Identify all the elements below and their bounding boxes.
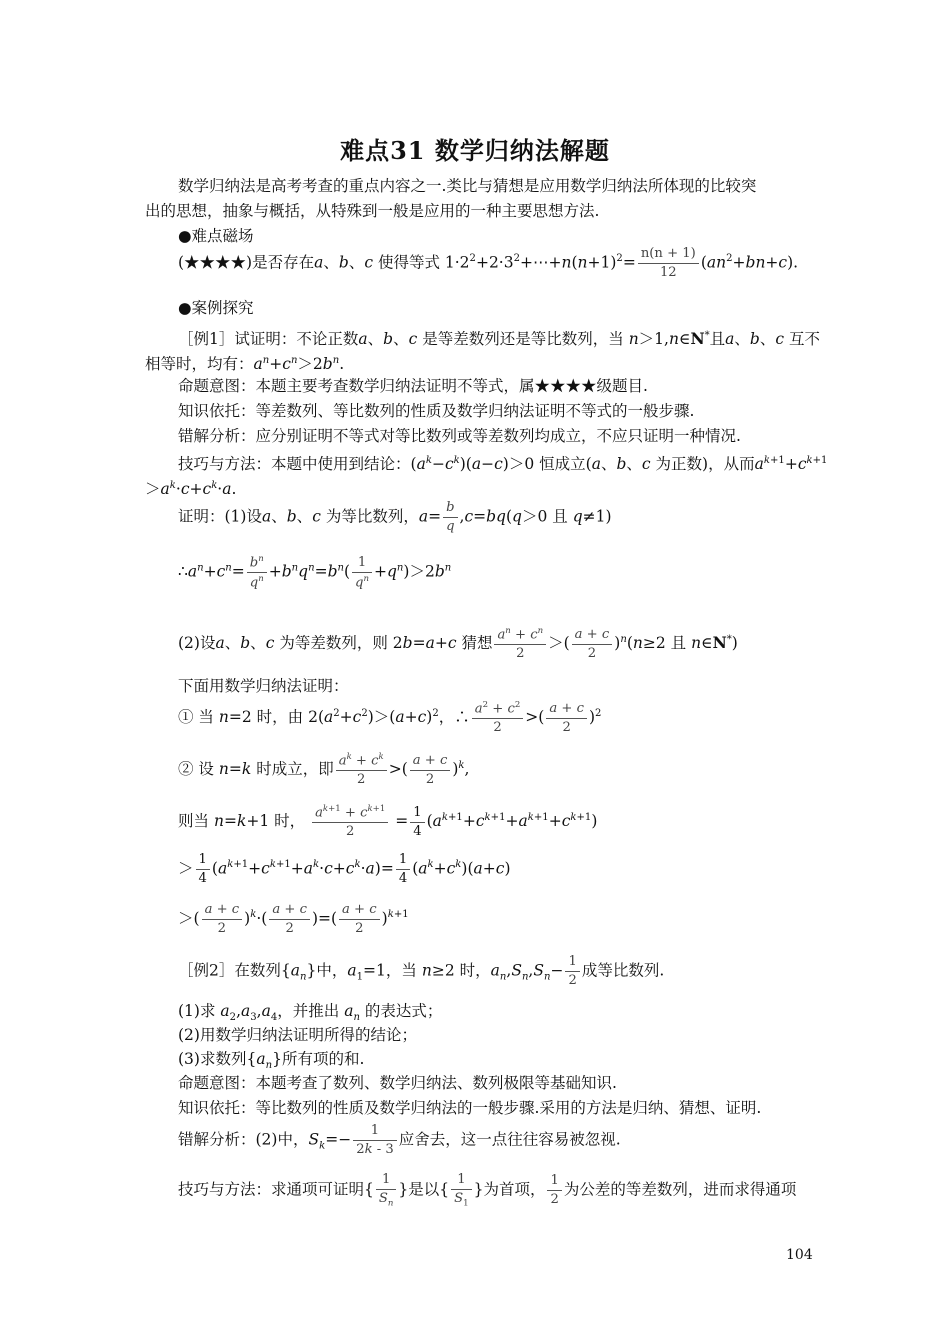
example2-question-2: (2)用数学归纳法证明所得的结论； bbox=[178, 1026, 417, 1044]
example1-knowledge: 知识依托：等差数列、等比数列的性质及数学归纳法证明不等式的一般步骤. bbox=[178, 402, 695, 420]
example2-question-1: (1)求 $a_2,a_3,a_4$，并推出 $a_n$ 的表达式； bbox=[178, 1002, 443, 1024]
intro-line-2: 出的思想，抽象与概括，从特殊到一般是应用的一种主要思想方法. bbox=[145, 202, 600, 220]
example1-intent: 命题意图：本题主要考查数学归纳法证明不等式，属★★★★级题目. bbox=[178, 377, 648, 395]
intro-line-1: 数学归纳法是高考考查的重点内容之一.类比与猜想是应用数学归纳法所体现的比较突 bbox=[178, 177, 757, 195]
example2-intent: 命题意图：本题考查了数列、数学归纳法、数列极限等基础知识. bbox=[178, 1074, 617, 1092]
example2-statement: ［例2］在数列$\{a_n\}$中，$a_1=1$，当 n≥2 时，$a_n,S_n,S_n-$ $\frac{1}{2}$ 成等比数列. bbox=[178, 954, 665, 988]
induction-step-3: 则当 n=k+1 时， $\frac{a^{k+1} + c^{k+1}}{2}$ = $\frac{1}{4}$ $(a^{k+1}+c^{k+1}+a^{k+1}+c^{k+1})$ bbox=[178, 804, 598, 840]
problem-statement: (★★★★)是否存在a、b、c 使得等式 $1\cdot 2^2+2\cdot 3^2+\cdots+n(n+1)^2=$ $\frac{n(n + 1)}{12}$ $(an^2+bn+c)$. bbox=[178, 246, 799, 280]
page-number: 104 bbox=[786, 1247, 813, 1263]
example2-knowledge: 知识依托：等比数列的性质及数学归纳法的一般步骤.采用的方法是归纳、猜想、证明. bbox=[178, 1099, 762, 1117]
example1-statement: ［例1］试证明：不论正数a、b、c 是等差数列还是等比数列，当 n＞1,n∈N*且a、b、c 互不 bbox=[178, 329, 821, 349]
section-heading-case-study: ●案例探究 bbox=[178, 299, 254, 317]
proof-part-1: 证明：(1)设a、b、c 为等比数列，a= $\frac{b}{q}$ ,c=bq(q＞0 且 q≠1) bbox=[178, 500, 612, 534]
example2-question-3: (3)求数列$\{a_n\}$所有项的和. bbox=[178, 1050, 365, 1072]
section-heading-magnetic-field: ●难点磁场 bbox=[178, 227, 254, 245]
induction-step-2: ② 设 n=k 时成立，即 $\frac{a^k + c^k}{2}$ >( $\frac{a + c}{2}$ )$^k$, bbox=[178, 752, 470, 788]
example1-skill: 技巧与方法：本题中使用到结论：$(a^k-c^k)(a-c)>0$ 恒成立(a、b、c 为正数)，从而$a^{k+1}+c^{k+1}$ bbox=[178, 455, 828, 474]
example1-skill-cont: $>a^k\cdot c+c^k\cdot a$. bbox=[145, 480, 237, 499]
example1-statement-cont: 相等时，均有：$a^n+c^n>2b^n$. bbox=[145, 355, 345, 374]
induction-intro: 下面用数学归纳法证明： bbox=[178, 677, 349, 695]
example2-skill: 技巧与方法：求通项可证明{ $\frac{1}{S_n}$ }是以{ $\frac{1}{S_1}$ }为首项， $\frac{1}{2}$ 为公差的等差数列，进而求得通项 bbox=[178, 1172, 797, 1209]
proof-part-1-derivation: $\therefore a^n+c^n=$ $\frac{b^n}{q^n}$ $+b^nq^n=b^n$( $\frac{1}{q^n}$ $+q^n)>2b^n$ bbox=[178, 554, 452, 591]
induction-step-1: ① 当 n=2 时，由 $2(a^2+c^2)>(a+c)^2$，∴ $\frac{a^2 + c^2}{2}$ >( $\frac{a + c}{2}$ )$^2$ bbox=[178, 700, 602, 736]
example1-error-analysis: 错解分析：应分别证明不等式对等比数列或等差数列均成立，不应只证明一种情况. bbox=[178, 427, 741, 445]
example2-error-analysis: 错解分析：(2)中，$S_k=-$ $\frac{1}{2k - 3}$ 应舍去，这一点往往容易被忽视. bbox=[178, 1123, 621, 1157]
induction-derivation-1: ＞ $\frac{1}{4}$ $(a^{k+1}+c^{k+1}+a^k\cdot c+c^k\cdot a)=$ $\frac{1}{4}$ $(a^k+c^k)(a+c)$ bbox=[178, 852, 511, 886]
induction-derivation-2: ＞( $\frac{a + c}{2}$ )$^k$·( $\frac{a + c}{2}$ )=( $\frac{a + c}{2}$ )$^{k+1}$ bbox=[178, 902, 409, 936]
proof-part-2: (2)设a、b、c 为等差数列，则 2b=a+c 猜想 $\frac{a^n + c^n}{2}$ ＞( $\frac{a + c}{2}$ )$^n$(n≥2 且 n∈N*) bbox=[178, 626, 738, 662]
page-title: 难点31 数学归纳法解题 bbox=[340, 136, 610, 165]
fraction: $\frac{n(n + 1)}{12}$ bbox=[638, 247, 699, 280]
